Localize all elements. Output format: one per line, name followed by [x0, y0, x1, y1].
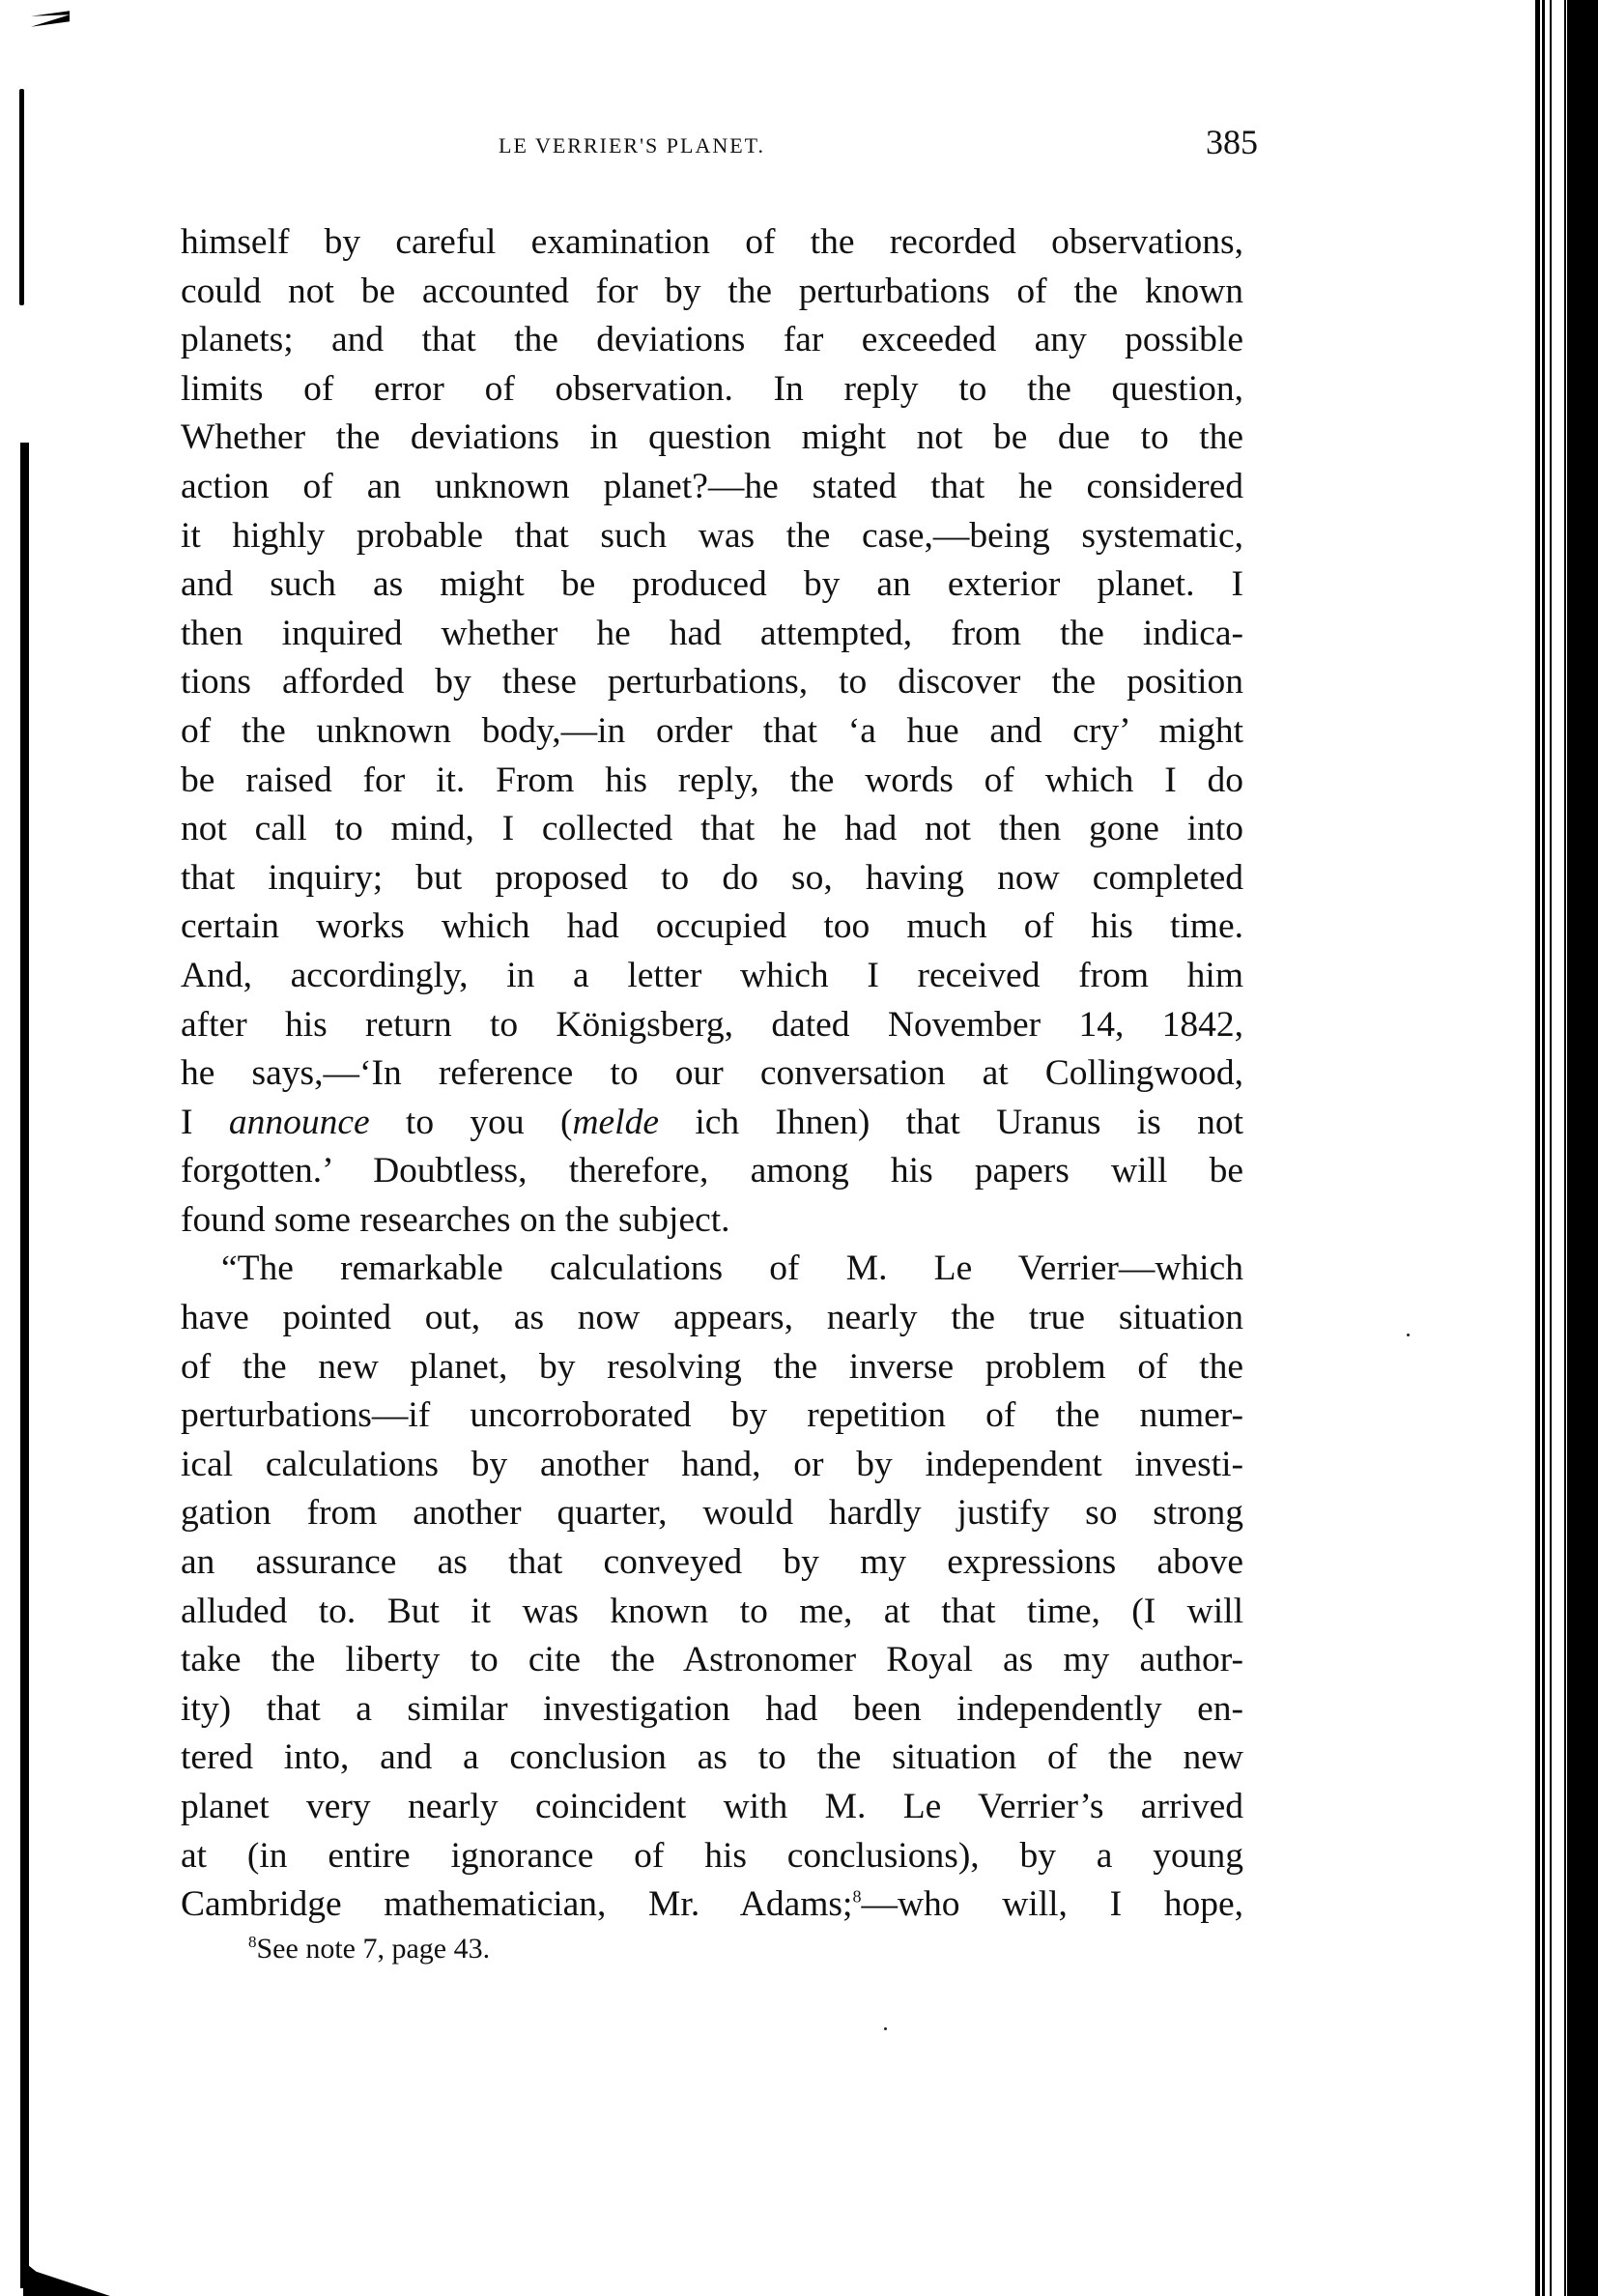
- text-line: that inquiry; but proposed to do so, having now completed: [181, 857, 1243, 898]
- text-line: not call to mind, I collected that he had not then gone into: [181, 809, 1243, 849]
- footnote-text: See note 7, page 43.: [256, 1933, 491, 1965]
- text-run: to you (: [405, 1102, 573, 1142]
- text-line: limits of error of observation. In reply to the question,: [181, 368, 1243, 409]
- spine-bar: [1542, 0, 1545, 2296]
- text-line: after his return to Königsberg, dated November 14, 1842,: [181, 1004, 1243, 1045]
- text-line: tions afforded by these perturbations, to discover the position: [181, 662, 1243, 703]
- text-line: and such as might be produced by an exterior planet. I: [181, 564, 1243, 605]
- text-line: ity) that a similar investigation had been independently en-: [181, 1688, 1243, 1729]
- text-run: —who will, I hope,: [861, 1884, 1243, 1925]
- text-line: an assurance as that conveyed by my expressions above: [181, 1542, 1243, 1583]
- scan-mark-top-left: [31, 11, 70, 27]
- text-line: ical calculations by another hand, or by independent investi-: [181, 1444, 1243, 1484]
- scan-edge-left-foot: [23, 2261, 110, 2296]
- text-line: gation from another quarter, would hardly justify so strong: [181, 1493, 1243, 1534]
- text-line: of the unknown body,—in order that ‘a hue and cry’ might: [181, 710, 1243, 751]
- text-line: himself by careful examination of the recorded observations,: [181, 222, 1243, 262]
- text-line: alluded to. But it was known to me, at that time, (I will: [181, 1591, 1243, 1631]
- text-line: Whether the deviations in question might not be due to the: [181, 417, 1243, 458]
- spine-bar: [1567, 0, 1598, 2296]
- footnote-reference[interactable]: 8: [852, 1886, 862, 1907]
- text-line: then inquired whether he had attempted, from the indica-: [181, 613, 1243, 653]
- text-line: he says,—‘In reference to our conversation at Collingwood,: [181, 1053, 1243, 1094]
- page-header: [180, 122, 1258, 170]
- spine-bar: [1550, 0, 1552, 2296]
- text-line: action of an unknown planet?—he stated that he considered: [181, 466, 1243, 506]
- text-line: take the liberty to cite the Astronomer Royal as my author-: [181, 1640, 1243, 1680]
- text-line: could not be accounted for by the perturbations of the known: [181, 271, 1243, 311]
- body-text: [181, 218, 1243, 1930]
- text-line: planets; and that the deviations far exceeded any possible: [181, 320, 1243, 360]
- text-line-with-italics: [181, 1099, 1243, 1148]
- page-number: 385: [1206, 123, 1258, 161]
- footnote: [248, 1933, 490, 1966]
- text-line: planet very nearly coincident with M. Le Verrier’s arrived: [181, 1787, 1243, 1826]
- text-line-with-footnote-ref: [181, 1880, 1243, 1930]
- italic-word: announce: [228, 1102, 370, 1142]
- text-line: of the new planet, by resolving the inverse problem of the: [181, 1346, 1243, 1387]
- scan-speck: [1407, 1334, 1410, 1336]
- footnote-marker: 8: [248, 1933, 257, 1951]
- text-line: be raised for it. From his reply, the words of which I do: [181, 760, 1243, 800]
- book-spine-edge: [1472, 0, 1598, 2296]
- text-line: And, accordingly, in a letter which I received from him: [181, 955, 1243, 995]
- text-line: at (in entire ignorance of his conclusions), by a young: [181, 1835, 1243, 1876]
- scan-edge-left-upper: [19, 89, 24, 305]
- text-line: have pointed out, as now appears, nearly the true situation: [181, 1298, 1243, 1338]
- spine-bar: [1535, 0, 1540, 2296]
- text-run: ich Ihnen) that Uranus is not: [695, 1102, 1244, 1142]
- scan-speck: [884, 2027, 887, 2030]
- italic-word: melde: [572, 1102, 659, 1142]
- running-head: LE VERRIER'S PLANET.: [499, 133, 765, 158]
- text-run: I: [181, 1102, 193, 1142]
- text-line: certain works which had occupied too much of his time.: [181, 906, 1243, 947]
- text-line-paragraph-start: “The remarkable calculations of M. Le Verrier—which: [221, 1248, 1243, 1289]
- text-line: forgotten.’ Doubtless, therefore, among his papers will be: [181, 1151, 1243, 1191]
- text-line: tered into, and a conclusion as to the situation of the new: [181, 1737, 1243, 1778]
- text-line: it highly probable that such was the case,—being systematic,: [181, 515, 1243, 556]
- text-line: perturbations—if uncorroborated by repetition of the numer-: [181, 1395, 1243, 1436]
- scan-edge-left-lower: [20, 443, 29, 2288]
- text-line-paragraph-end: found some researches on the subject.: [181, 1199, 730, 1240]
- spine-bar: [1564, 0, 1566, 2296]
- text-run: Cambridge mathematician, Mr. Adams;: [181, 1884, 853, 1925]
